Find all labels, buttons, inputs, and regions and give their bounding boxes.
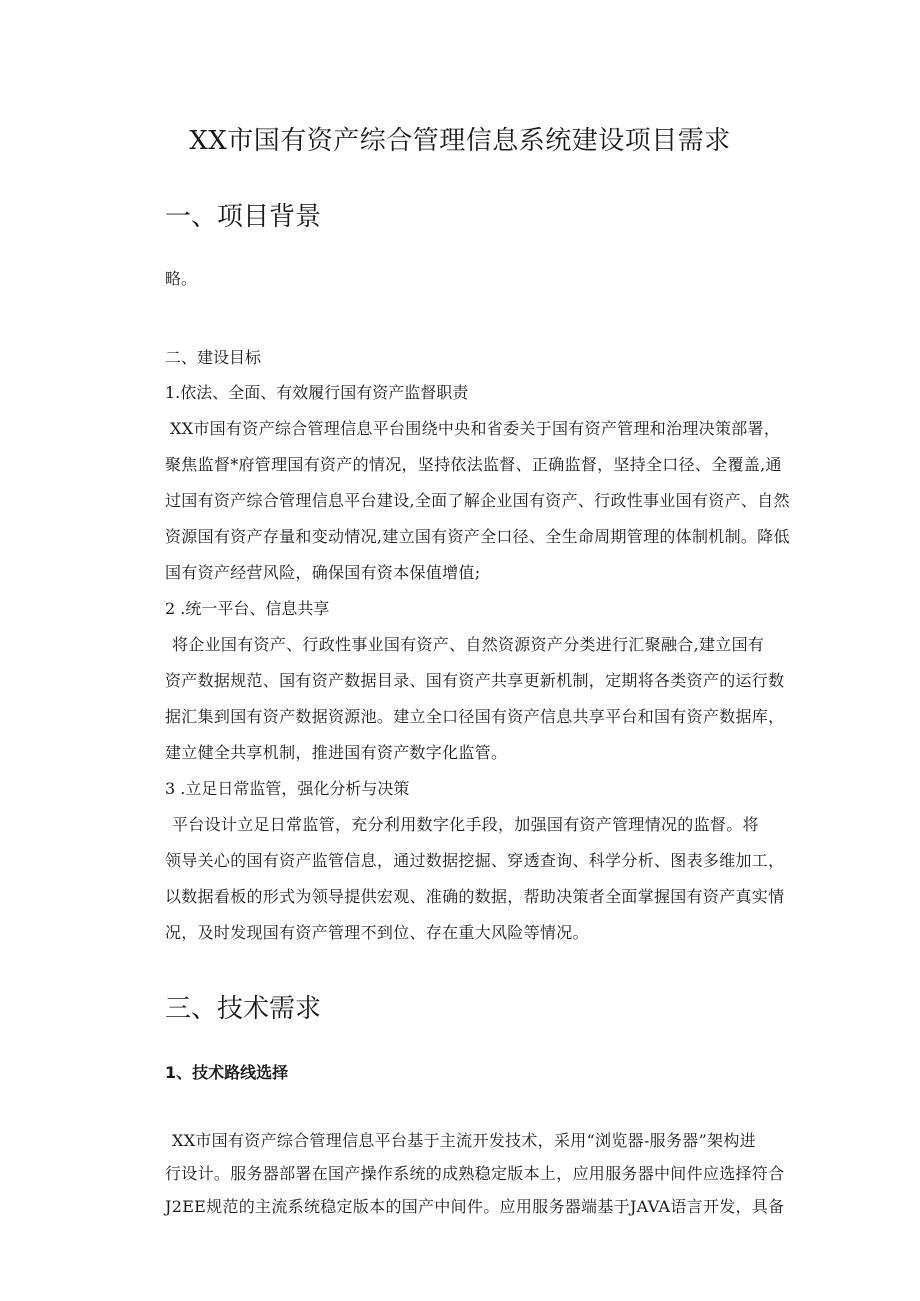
item-2-title: 2 .统一平台、信息共享 xyxy=(165,599,330,618)
paragraph-line: 以数据看板的形式为领导提供宏观、准确的数据，帮助决策者全面掌握国有资产真实情 xyxy=(165,887,785,906)
paragraph-line: J2EE规范的主流系统稳定版本的国产中间件。应用服务器端基于JAVA语言开发，具备 xyxy=(165,1197,785,1216)
paragraph-line: 据汇集到国有资产数据资源池。建立全口径国有资产信息共享平台和国有资产数据库， xyxy=(165,707,785,726)
paragraph-line: 平台设计立足日常监管，充分利用数字化手段，加强国有资产管理情况的监督。将 xyxy=(172,815,759,834)
paragraph-line: 将企业国有资产、行政性事业国有资产、自然资源资产分类进行汇聚融合,建立国有 xyxy=(172,635,765,654)
paragraph-line: XX市国有资产综合管理信息平台围绕中央和省委关于国有资产管理和治理决策部署， xyxy=(170,419,781,438)
section-2-heading: 二、建设目标 xyxy=(165,348,262,367)
section-1-text: 略。 xyxy=(165,269,198,288)
section-3-heading: 三、技术需求 xyxy=(165,994,322,1024)
paragraph-line: 国有资产经营风险，确保国有资本保值增值; xyxy=(165,563,481,582)
paragraph-line: 行设计。服务器部署在国产操作系统的成熟稳定版本上，应用服务器中间件应选择符合 xyxy=(165,1164,785,1183)
paragraph-line: 况，及时发现国有资产管理不到位、存在重大风险等情况。 xyxy=(165,923,589,942)
paragraph-line: XX市国有资产综合管理信息平台基于主流开发技术，采用“浏览器-服务器”架构进 xyxy=(172,1131,756,1150)
paragraph-line: 资源国有资产存量和变动情况,建立国有资产全口径、全生命周期管理的体制机制。降低 xyxy=(165,527,790,546)
paragraph-line: 建立健全共享机制，推进国有资产数字化监管。 xyxy=(165,743,508,762)
paragraph-line: 过国有资产综合管理信息平台建设,全面了解企业国有资产、行政性事业国有资产、自然 xyxy=(165,491,790,510)
document-title: XX市国有资产综合管理信息系统建设项目需求 xyxy=(189,126,731,156)
section-1-heading: 一、项目背景 xyxy=(165,202,322,232)
subsection-1-title: 1、技术路线选择 xyxy=(165,1063,289,1082)
paragraph-line: 领导关心的国有资产监管信息，通过数据挖掘、穿透查询、科学分析、图表多维加工， xyxy=(165,851,785,870)
item-1-title: 1.依法、全面、有效履行国有资产监督职责 xyxy=(165,383,469,402)
paragraph-line: 资产数据规范、国有资产数据目录、国有资产共享更新机制，定期将各类资产的运行数 xyxy=(165,671,785,690)
paragraph-line: 聚焦监督*府管理国有资产的情况，坚持依法监督、正确监督，坚持全口径、全覆盖,通 xyxy=(165,455,782,474)
item-3-title: 3 .立足日常监管，强化分析与决策 xyxy=(165,779,410,798)
